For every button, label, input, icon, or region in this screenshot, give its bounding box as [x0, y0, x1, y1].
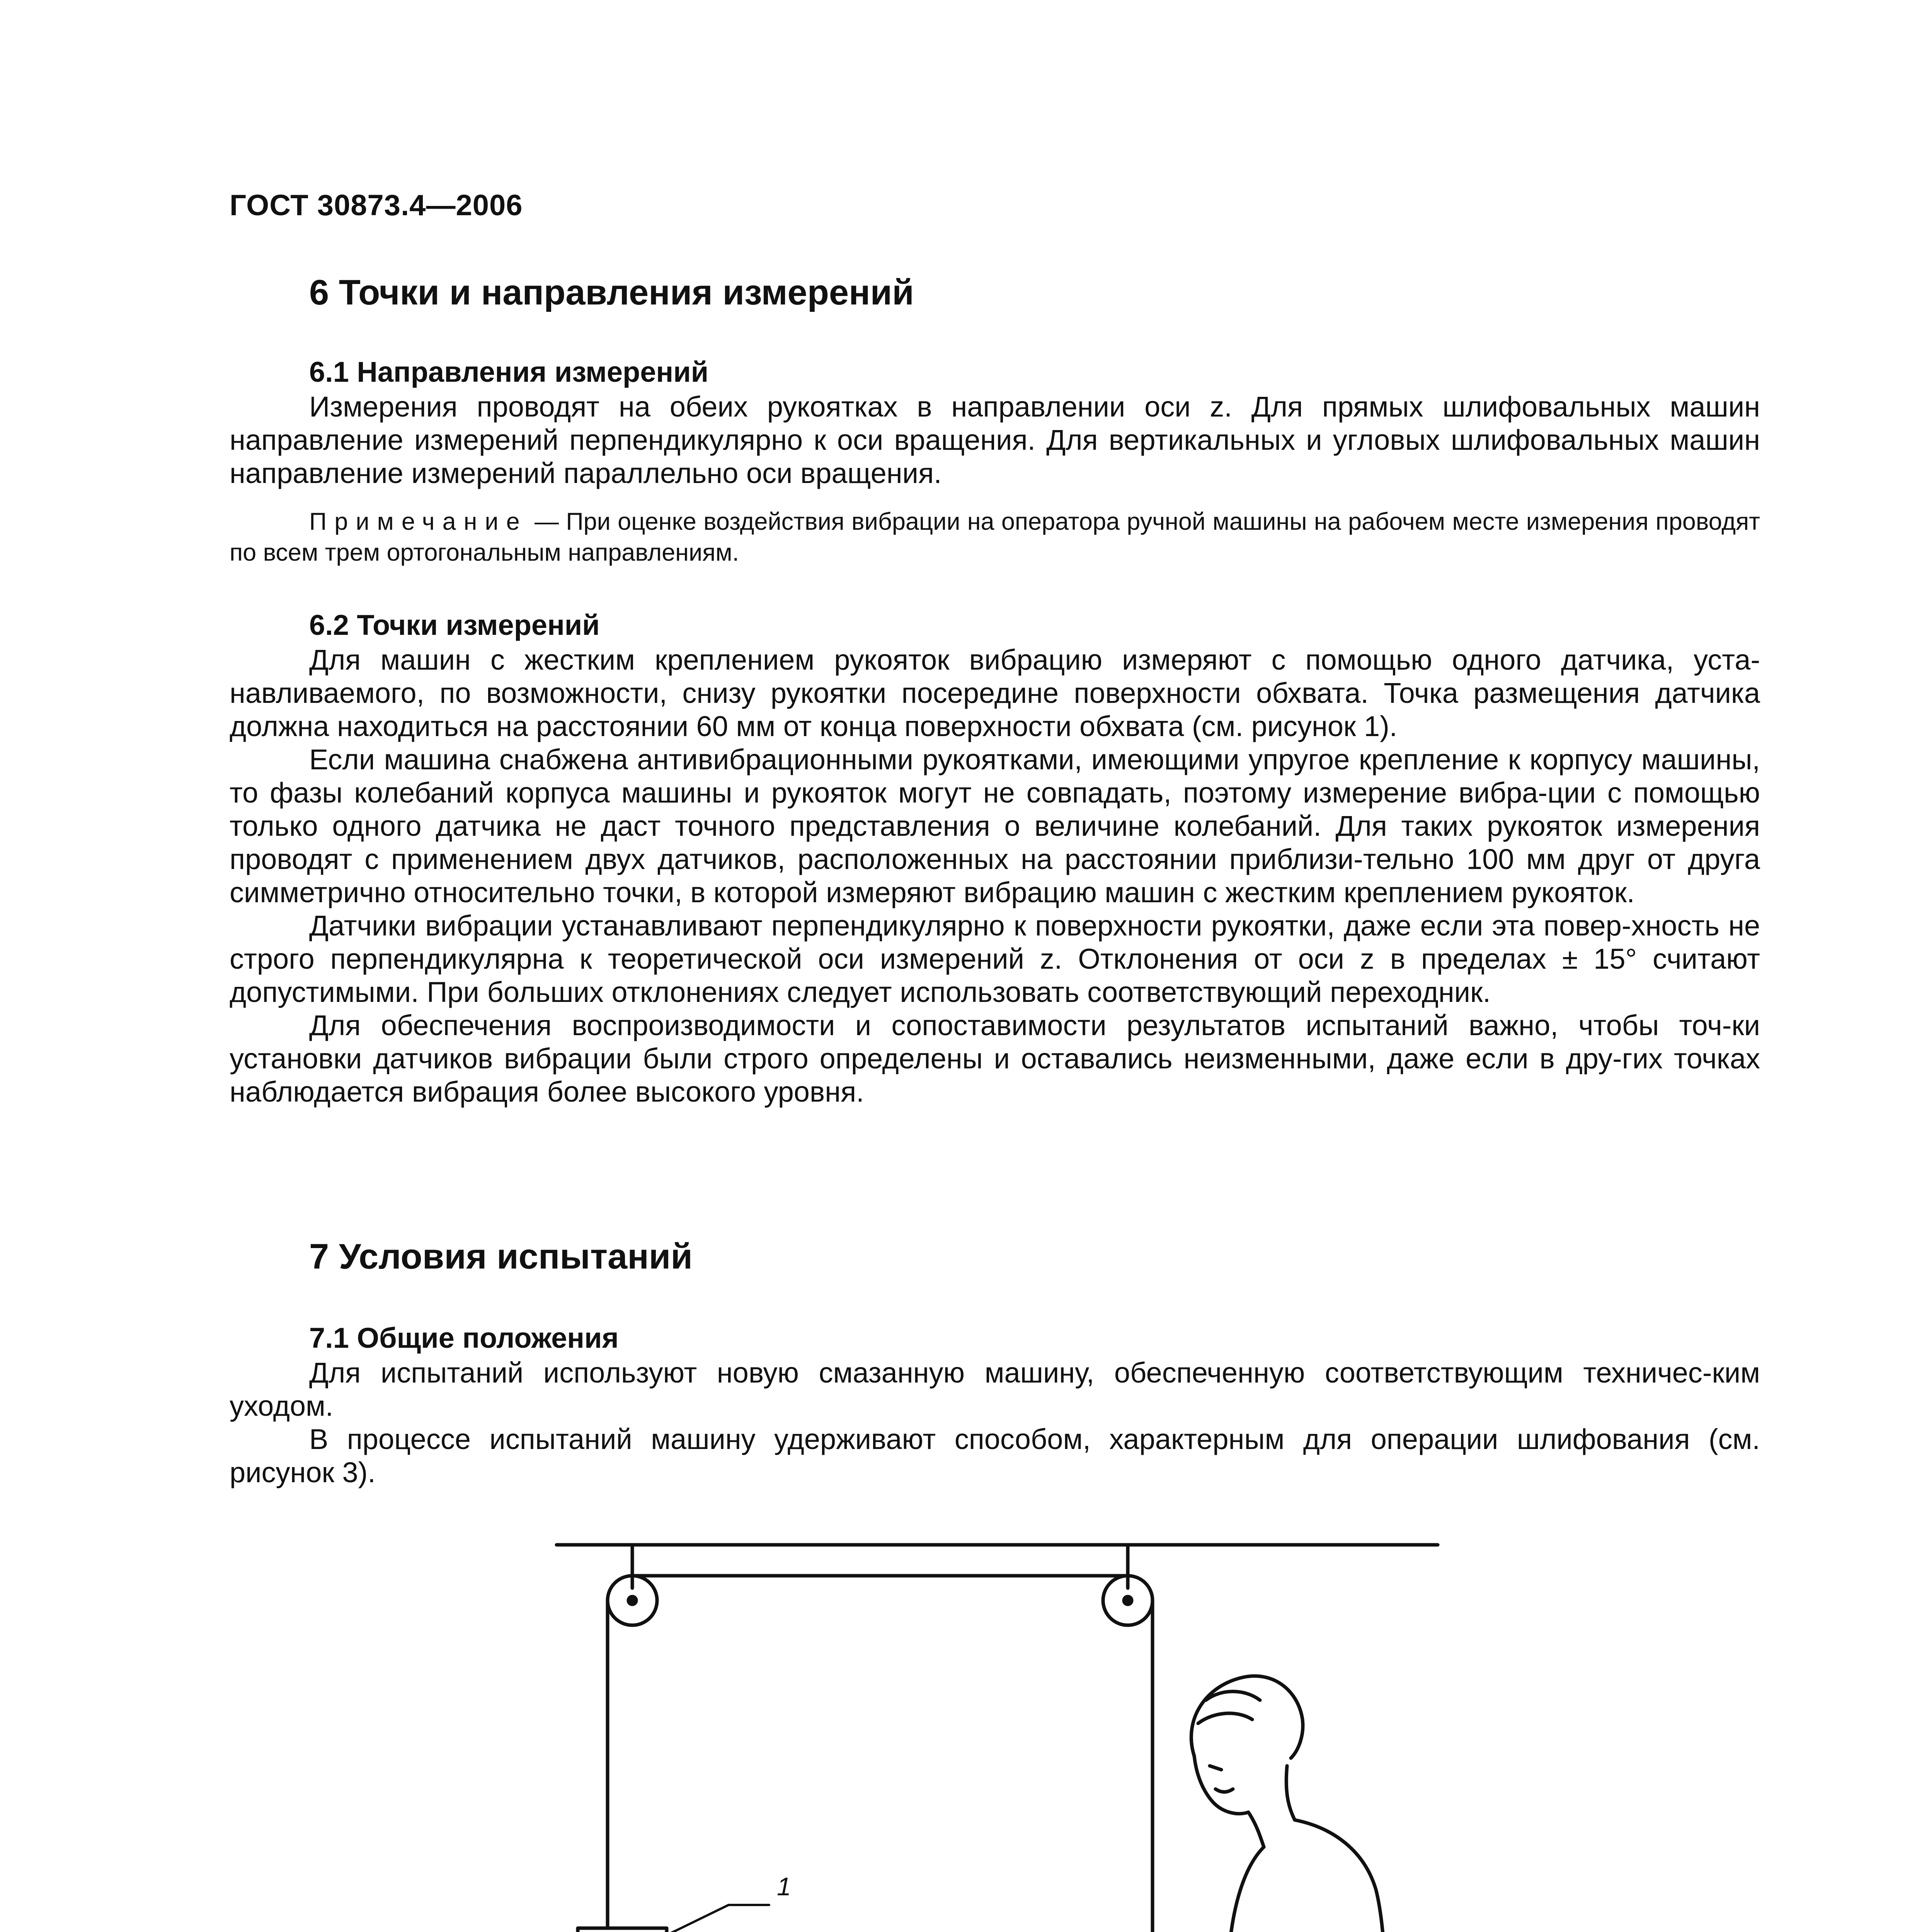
doc-header: ГОСТ 30873.4—2006: [230, 189, 523, 222]
operator-figure: [1074, 1676, 1391, 1932]
section-6-1-title: 6.1 Направления измерений: [309, 356, 709, 388]
note-lead: Примечание: [309, 508, 528, 535]
paragraph: Для машин с жестким креплением рукояток вибрацию измеряют с помощью одного датчика, уста-навливаемого, по возможности, снизу рукоятки посередине поверхности обхвата. Точка размещения датчика должна находиться на расстоянии 60 мм от конца поверхности обхвата (см. рисунок 1).: [230, 644, 1760, 742]
section-6-title: 6 Точки и направления измерений: [309, 273, 914, 312]
note: [230, 506, 1760, 568]
paragraph: Измерения проводят на обеих рукоятках в направлении оси z. Для прямых шлифовальных машин направление измерений перпендикулярно к оси вращения. Для вертикальных и угловых шлифовальных машин направление измерений параллельно оси вращения.: [230, 391, 1760, 489]
weight-1: [578, 1928, 667, 1932]
paragraph: Датчики вибрации устанавливают перпендикулярно к поверхности рукоятки, даже если эта повер-хность не строго перпендикулярна к теоретической оси измерений z. Отклонения от оси z в пределах ± 15° считают допустимыми. При больших отклонениях следует использовать соответствующий переходник.: [230, 910, 1760, 1008]
section-6-2-body: [230, 643, 1760, 1109]
paragraph: Для испытаний используют новую смазанную машину, обеспеченную соответствующим техничес-ким уходом.: [230, 1357, 1760, 1422]
section-6-1-body: [230, 390, 1760, 568]
section-7-1-title: 7.1 Общие положения: [309, 1322, 619, 1354]
paragraph: Для обеспечения воспроизводимости и сопоставимости результатов испытаний важно, чтобы точ-ки установки датчиков вибрации были строго определены и оставались неизменными, даже если в дру-гих точках наблюдается вибрация более высокого уровня.: [230, 1009, 1760, 1108]
paragraph: В процессе испытаний машину удерживают способом, характерным для операции шлифования (см. рисунок 3).: [230, 1423, 1760, 1488]
label-1: 1: [777, 1872, 791, 1901]
section-7-1-body: [230, 1356, 1760, 1489]
paragraph: Если машина снабжена антивибрационными рукоятками, имеющими упругое крепление к корпусу машины, то фазы колебаний корпуса машины и рукояток могут не совпадать, поэтому измерение вибра-ции с помощью только одного датчика не даст точного представления о величине колебаний. Для таких рукояток измерения проводят с применением двух датчиков, расположенных на расстоянии приблизи-тельно 100 мм друг от друга симметрично относительно точки, в которой измеряют вибрацию машин с жестким креплением рукояток.: [230, 743, 1760, 908]
note-text: — При оценке воздействия вибрации на оператора ручной машины на рабочем месте измерения проводят по всем трем ортогональным направлениям.: [230, 508, 1760, 566]
section-7-title: 7 Условия испытаний: [309, 1237, 693, 1276]
section-6-2-title: 6.2 Точки измерений: [309, 609, 600, 641]
figure-3-drawing: [541, 1519, 1453, 1932]
